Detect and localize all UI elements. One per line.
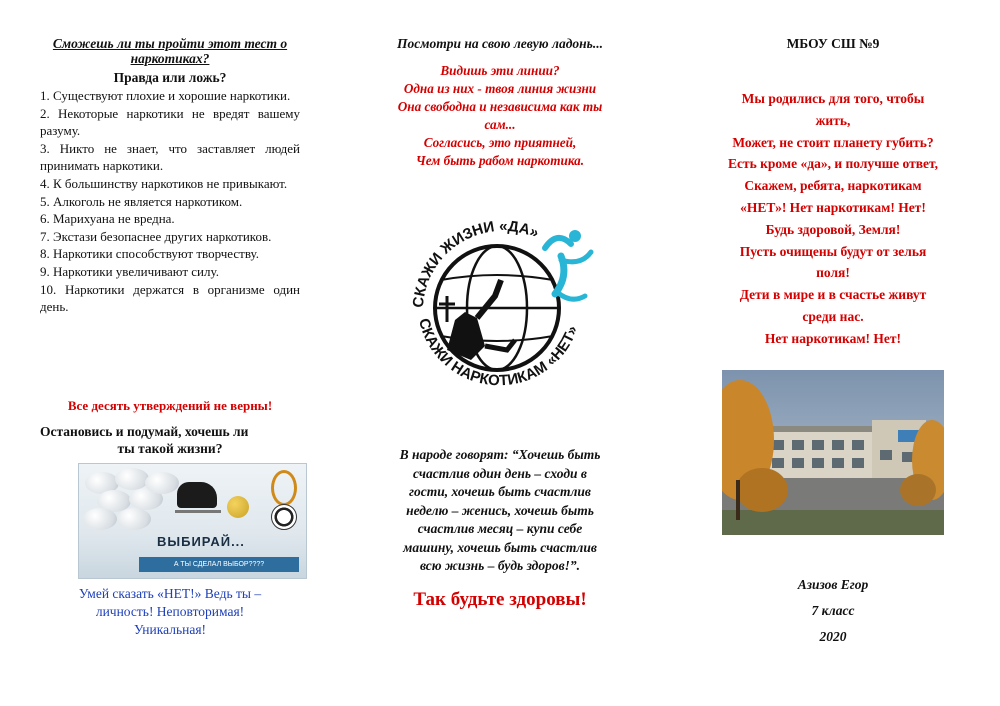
say-no-line: личность! Неповторимая! (95, 604, 245, 619)
say-yes-to-life-logo (385, 200, 615, 400)
stop-question-line1: Остановись и подумай, хочешь ли (40, 424, 249, 439)
health-wish: Так будьте здоровы! (413, 589, 587, 610)
look-title: Посмотри на свою левую ладонь... (397, 36, 603, 51)
quiz-statement: 1. Существуют плохие и хорошие наркотики. (40, 88, 291, 103)
stop-question-line2: ты такой жизни? (117, 441, 223, 456)
quiz-statements (40, 87, 300, 316)
author-info (700, 572, 966, 650)
pill-icon (145, 472, 179, 494)
saying-line: В народе говорят: “Хочешь быть (399, 447, 601, 462)
poem-line: Скажем, ребята, наркотикам (744, 178, 922, 194)
quiz-statement: 9. Наркотики увеличивают силу. (40, 263, 219, 279)
say-no-note (40, 585, 300, 639)
school-photo (722, 370, 944, 535)
cyan-figure-icon (545, 238, 571, 248)
say-no-line: Умей сказать «НЕТ!» Ведь ты – (78, 586, 262, 601)
pill-icon (83, 508, 117, 530)
choice-image (78, 463, 307, 579)
poem-line: Будь здоровой, Земля! (765, 221, 901, 237)
choice-subcaption: А ТЫ СДЕЛАЛ ВЫБОР???? (139, 557, 299, 572)
soccer-ball-icon (271, 504, 297, 530)
say-no-line: Уникальная! (133, 622, 207, 637)
year: 2020 (819, 629, 847, 644)
tennis-ball-icon (227, 496, 249, 518)
middle-panel (355, 0, 645, 706)
folk-saying (365, 446, 635, 576)
poem-line: Нет наркотикам! Нет! (764, 330, 902, 346)
poem-line: Чем быть рабом наркотика. (415, 153, 585, 168)
school-name: МБОУ СШ №9 (786, 36, 880, 51)
quiz-statement: 8. Наркотики способствуют творчеству. (40, 246, 259, 262)
skate-icon (177, 482, 217, 508)
life-line-poem (355, 62, 645, 170)
saying-line: счастлив один день – сходи в (413, 465, 587, 481)
quiz-statement: 5. Алкоголь не является наркотиком. (40, 193, 243, 209)
racket-icon (271, 470, 297, 506)
pill-icon (115, 468, 149, 490)
poem-line: Мы родились для того, чтобы (741, 91, 925, 106)
quiz-statement: 3. Никто не знает, что заставляет людей принимать наркотики. (40, 140, 300, 174)
choice-caption: ВЫБИРАЙ... (157, 534, 245, 549)
poem-line: жить, (815, 112, 851, 128)
poem-line: Может, не стоит планету губить? (732, 134, 934, 150)
poem-line: Согласись, это приятней, (423, 135, 577, 150)
poem-line: Она свободна и независима как ты (397, 99, 603, 114)
poem-line: «НЕТ»! Нет наркотикам! Нет! (740, 199, 926, 215)
poem-line: поля! (816, 265, 850, 281)
poem-line: Пусть очищены будут от зелья (739, 243, 927, 259)
quiz-title: Сможешь ли ты пройти этот тест о наркотиках? (52, 36, 288, 66)
author-class: 7 класс (811, 603, 855, 618)
left-panel (40, 0, 300, 706)
anti-drug-poem (700, 88, 966, 350)
quiz-subtitle: Правда или ложь? (113, 70, 227, 85)
poem-line: Дети в мире и в счастье живут (739, 287, 927, 303)
poem-line: Есть кроме «да», и получше ответ, (728, 156, 938, 172)
saying-line: счастлив месяц – купи себе (417, 521, 583, 536)
poem-line: Одна из них - твоя линия жизни (403, 81, 597, 96)
pill-icon (117, 508, 151, 530)
poem-line: среди нас. (802, 308, 864, 324)
quiz-statement: 4. К большинству наркотиков не привыкают. (40, 175, 288, 191)
answer-note: Все десять утверждений не верны! (67, 398, 273, 413)
saying-line: неделю – женись, хочешь быть (406, 502, 594, 518)
quiz-statement: 7. Экстази безопаснее других наркотиков. (40, 228, 272, 244)
stop-question (40, 423, 300, 457)
logo-bottom-text: СКАЖИ НАРКОТИКАМ «НЕТ» (414, 316, 582, 390)
skate-blade (175, 510, 221, 513)
quiz-statement: 10. Наркотики держатся в организме один день. (40, 281, 300, 315)
poem-line: Видишь эти линии? (440, 63, 560, 78)
quiz-statement: 6. Марихуана не вредна. (40, 211, 175, 227)
saying-line: машину, хочешь быть счастлив (403, 539, 597, 555)
quiz-statement: 2. Некоторые наркотики не вредят вашему разуму. (40, 105, 300, 139)
saying-line: гости, хочешь быть счастлив (409, 484, 591, 499)
saying-line: всю жизнь – будь здоров!”. (419, 558, 581, 573)
poem-line: сам... (484, 117, 516, 132)
logo-top-text: СКАЖИ ЖИЗНИ «ДА» (409, 217, 542, 309)
right-panel (700, 0, 966, 706)
author-name: Азизов Егор (797, 577, 869, 592)
